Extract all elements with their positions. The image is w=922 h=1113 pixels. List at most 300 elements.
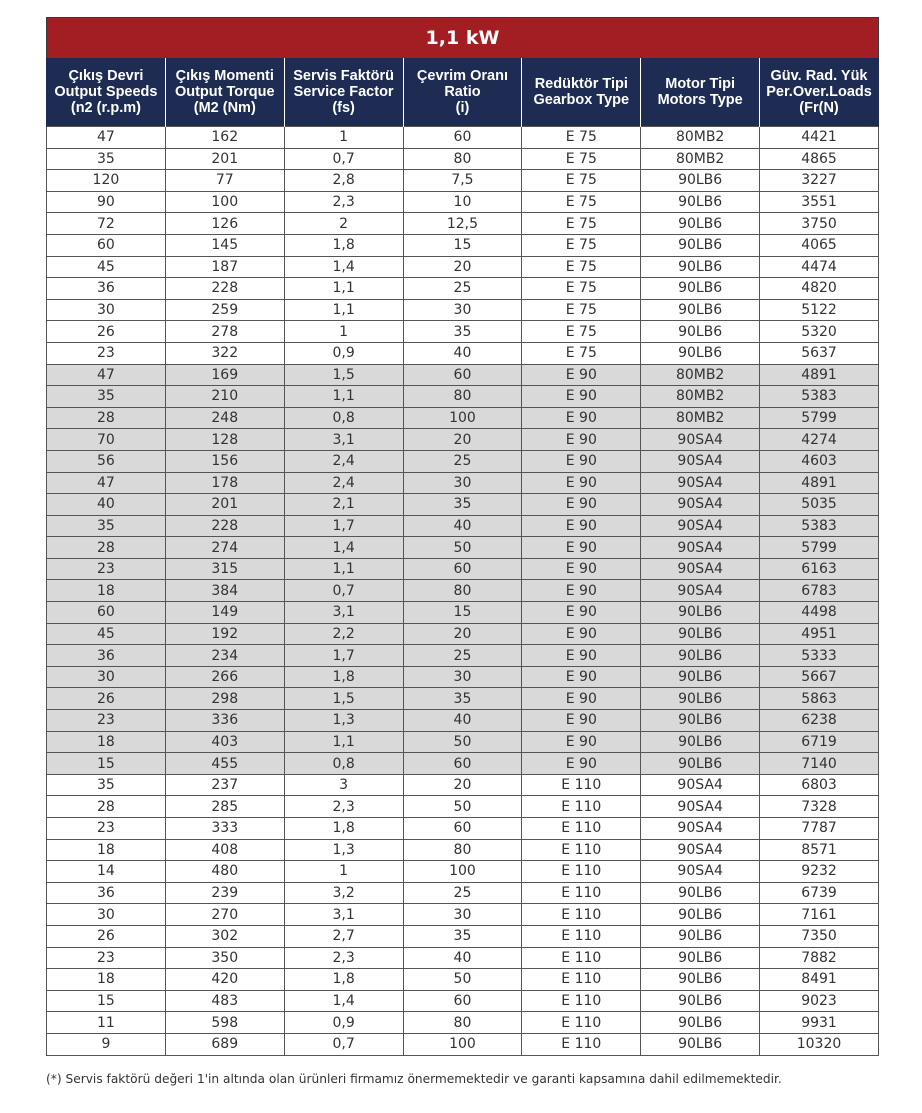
table-cell: 322: [165, 342, 284, 364]
table-cell: 1,1: [284, 731, 403, 753]
table-cell: 274: [165, 537, 284, 559]
column-header: [284, 58, 403, 127]
table-cell: 10320: [760, 1033, 879, 1055]
column-header-english: Per.Over.Loads: [766, 84, 872, 100]
table-cell: 60: [47, 234, 166, 256]
table-cell: 1,1: [284, 299, 403, 321]
table-cell: 408: [165, 839, 284, 861]
table-cell: 90SA4: [641, 796, 760, 818]
table-cell: 4603: [760, 450, 879, 472]
table-cell: 80: [403, 386, 522, 408]
table-cell: 2,7: [284, 925, 403, 947]
table-cell: 8491: [760, 969, 879, 991]
table-cell: 3: [284, 774, 403, 796]
table-cell: 50: [403, 796, 522, 818]
table-cell: E 75: [522, 321, 641, 343]
table-cell: E 90: [522, 645, 641, 667]
table-row: [47, 148, 879, 170]
table-cell: 35: [47, 386, 166, 408]
table-cell: 7328: [760, 796, 879, 818]
table-row: [47, 710, 879, 732]
table-cell: 4820: [760, 278, 879, 300]
table-row: [47, 191, 879, 213]
table-row: [47, 537, 879, 559]
table-cell: 35: [403, 494, 522, 516]
table-cell: 1,3: [284, 710, 403, 732]
table-cell: 23: [47, 947, 166, 969]
table-cell: 1,7: [284, 645, 403, 667]
table-row: [47, 839, 879, 861]
table-cell: 28: [47, 407, 166, 429]
table-cell: 90LB6: [641, 710, 760, 732]
table-cell: 40: [403, 342, 522, 364]
table-row: [47, 861, 879, 883]
column-header-english: Output Torque: [174, 84, 275, 100]
table-cell: 26: [47, 925, 166, 947]
table-cell: 50: [403, 537, 522, 559]
table-cell: 6783: [760, 580, 879, 602]
table-cell: 237: [165, 774, 284, 796]
table-cell: 35: [403, 688, 522, 710]
table-row: [47, 429, 879, 451]
table-cell: 0,9: [284, 1012, 403, 1034]
table-cell: E 90: [522, 580, 641, 602]
table-cell: E 75: [522, 299, 641, 321]
footnote: (*) Servis faktörü değeri 1'in altında olan ürünleri firmamız önermemektedir ve garanti kapsamına dahil edilmemektedir.: [46, 1072, 782, 1086]
table-row: [47, 969, 879, 991]
table-cell: 6719: [760, 731, 879, 753]
column-header: [47, 58, 166, 127]
table-cell: 90SA4: [641, 558, 760, 580]
table-cell: 47: [47, 472, 166, 494]
column-header-symbol: (n2 (r.p.m): [70, 100, 141, 116]
table-cell: 1,1: [284, 278, 403, 300]
table-cell: 162: [165, 127, 284, 149]
table-cell: 80MB2: [641, 148, 760, 170]
table-cell: 25: [403, 882, 522, 904]
table-cell: E 110: [522, 839, 641, 861]
table-cell: 90LB6: [641, 170, 760, 192]
table-cell: 30: [403, 904, 522, 926]
table-cell: 2,4: [284, 450, 403, 472]
table-cell: E 90: [522, 537, 641, 559]
table-cell: 4065: [760, 234, 879, 256]
table-cell: 100: [403, 407, 522, 429]
table-cell: 20: [403, 623, 522, 645]
table-row: [47, 1033, 879, 1055]
column-header: [760, 58, 879, 127]
table-cell: 3,2: [284, 882, 403, 904]
table-cell: 1,4: [284, 990, 403, 1012]
table-cell: 455: [165, 753, 284, 775]
table-row: [47, 321, 879, 343]
table-cell: 4421: [760, 127, 879, 149]
table-cell: 30: [403, 299, 522, 321]
table-row: [47, 450, 879, 472]
table-cell: 47: [47, 127, 166, 149]
table-cell: E 110: [522, 925, 641, 947]
table-cell: 5799: [760, 407, 879, 429]
column-header-turkish: Güv. Rad. Yük: [770, 68, 868, 84]
column-header-english: Ratio: [444, 84, 481, 100]
table-cell: 0,8: [284, 753, 403, 775]
table-cell: 30: [47, 666, 166, 688]
table-cell: 90SA4: [641, 472, 760, 494]
table-cell: 18: [47, 969, 166, 991]
table-cell: 266: [165, 666, 284, 688]
table-cell: 26: [47, 688, 166, 710]
table-row: [47, 688, 879, 710]
table-cell: 90SA4: [641, 774, 760, 796]
table-cell: 201: [165, 148, 284, 170]
table-cell: 4474: [760, 256, 879, 278]
table-cell: 6163: [760, 558, 879, 580]
table-cell: 15: [403, 602, 522, 624]
table-cell: 80: [403, 148, 522, 170]
table-cell: 18: [47, 839, 166, 861]
table-cell: 5320: [760, 321, 879, 343]
table-cell: 4498: [760, 602, 879, 624]
column-header: [403, 58, 522, 127]
table-cell: 10: [403, 191, 522, 213]
table-cell: 1,3: [284, 839, 403, 861]
table-cell: 1,1: [284, 386, 403, 408]
table-cell: 23: [47, 558, 166, 580]
column-header-english: Gearbox Type: [533, 92, 630, 108]
table-cell: 90LB6: [641, 645, 760, 667]
table-cell: 403: [165, 731, 284, 753]
table-cell: E 110: [522, 990, 641, 1012]
table-row: [47, 990, 879, 1012]
table-cell: 90SA4: [641, 537, 760, 559]
table-cell: 156: [165, 450, 284, 472]
table-cell: E 75: [522, 191, 641, 213]
table-cell: 90LB6: [641, 731, 760, 753]
table-cell: 40: [403, 710, 522, 732]
column-header-turkish: Çevrim Oranı: [416, 68, 508, 84]
table-row: [47, 947, 879, 969]
table-cell: 336: [165, 710, 284, 732]
table-cell: 35: [47, 515, 166, 537]
table-cell: 1,4: [284, 537, 403, 559]
table-cell: 36: [47, 645, 166, 667]
table-cell: 1,7: [284, 515, 403, 537]
table-cell: 60: [403, 558, 522, 580]
table-row: [47, 925, 879, 947]
table-cell: 1: [284, 127, 403, 149]
table-cell: 5863: [760, 688, 879, 710]
table-cell: 6803: [760, 774, 879, 796]
table-cell: 30: [403, 472, 522, 494]
table-cell: 18: [47, 731, 166, 753]
table-cell: 384: [165, 580, 284, 602]
table-cell: 3750: [760, 213, 879, 235]
table-row: [47, 666, 879, 688]
table-cell: 30: [47, 299, 166, 321]
table-cell: 9: [47, 1033, 166, 1055]
table-cell: 28: [47, 796, 166, 818]
table-cell: E 90: [522, 494, 641, 516]
table-cell: E 110: [522, 882, 641, 904]
table-row: [47, 234, 879, 256]
table-cell: 259: [165, 299, 284, 321]
table-body: [47, 127, 879, 1056]
table-cell: 9023: [760, 990, 879, 1012]
table-row: [47, 364, 879, 386]
table-cell: 0,7: [284, 580, 403, 602]
table-cell: E 110: [522, 796, 641, 818]
table-cell: 40: [47, 494, 166, 516]
table-cell: 90LB6: [641, 623, 760, 645]
table-cell: 90LB6: [641, 969, 760, 991]
column-header-symbol: (Fr(N): [799, 100, 839, 116]
table-cell: 210: [165, 386, 284, 408]
table-cell: 5383: [760, 515, 879, 537]
table-cell: 1,8: [284, 666, 403, 688]
table-cell: 90LB6: [641, 1012, 760, 1034]
table-cell: 100: [403, 1033, 522, 1055]
table-cell: 2,3: [284, 947, 403, 969]
table-cell: 7140: [760, 753, 879, 775]
table-cell: 178: [165, 472, 284, 494]
table-cell: E 110: [522, 904, 641, 926]
table-row: [47, 753, 879, 775]
table-cell: 169: [165, 364, 284, 386]
table-cell: 90SA4: [641, 450, 760, 472]
table-cell: 7350: [760, 925, 879, 947]
table-cell: 28: [47, 537, 166, 559]
table-cell: 60: [403, 127, 522, 149]
table-cell: 36: [47, 882, 166, 904]
column-header-english: Motors Type: [657, 92, 743, 108]
table-cell: 90LB6: [641, 925, 760, 947]
table-cell: E 110: [522, 1033, 641, 1055]
table-cell: 25: [403, 278, 522, 300]
table-cell: 36: [47, 278, 166, 300]
table-cell: E 90: [522, 710, 641, 732]
table-cell: 90LB6: [641, 666, 760, 688]
table-cell: 60: [403, 990, 522, 1012]
table-cell: 30: [403, 666, 522, 688]
table-cell: 420: [165, 969, 284, 991]
table-cell: 23: [47, 710, 166, 732]
table-cell: 1: [284, 861, 403, 883]
table-cell: E 75: [522, 256, 641, 278]
table-cell: 90LB6: [641, 342, 760, 364]
table-cell: 187: [165, 256, 284, 278]
table-cell: 2,3: [284, 191, 403, 213]
table-cell: 40: [403, 947, 522, 969]
table-cell: 30: [47, 904, 166, 926]
table-cell: 60: [403, 364, 522, 386]
table-cell: E 90: [522, 407, 641, 429]
table-cell: 149: [165, 602, 284, 624]
table-row: [47, 796, 879, 818]
table-cell: 2,2: [284, 623, 403, 645]
table-row: [47, 882, 879, 904]
table-cell: 80MB2: [641, 127, 760, 149]
table-cell: 45: [47, 623, 166, 645]
table-cell: 4891: [760, 364, 879, 386]
table-cell: 278: [165, 321, 284, 343]
table-cell: 80: [403, 580, 522, 602]
table-cell: 70: [47, 429, 166, 451]
table-cell: 90LB6: [641, 299, 760, 321]
table-cell: 50: [403, 731, 522, 753]
table-cell: 90LB6: [641, 321, 760, 343]
table-cell: 35: [403, 321, 522, 343]
table-cell: 5035: [760, 494, 879, 516]
table-cell: E 110: [522, 1012, 641, 1034]
table-cell: 1,1: [284, 558, 403, 580]
column-header: [641, 58, 760, 127]
table-cell: 90SA4: [641, 494, 760, 516]
table-cell: 4951: [760, 623, 879, 645]
table-cell: 56: [47, 450, 166, 472]
table-cell: E 90: [522, 688, 641, 710]
table-cell: 35: [47, 148, 166, 170]
table-cell: 25: [403, 450, 522, 472]
table-cell: 90LB6: [641, 990, 760, 1012]
table-cell: 45: [47, 256, 166, 278]
table-cell: E 90: [522, 558, 641, 580]
table-cell: 90LB6: [641, 753, 760, 775]
table-cell: 90LB6: [641, 904, 760, 926]
table-cell: 5799: [760, 537, 879, 559]
table-cell: 298: [165, 688, 284, 710]
title-row: [47, 18, 879, 59]
table-cell: 2,1: [284, 494, 403, 516]
table-cell: E 110: [522, 861, 641, 883]
table-cell: 60: [403, 753, 522, 775]
table-cell: 90SA4: [641, 818, 760, 840]
table-row: [47, 515, 879, 537]
column-header: [522, 58, 641, 127]
table-cell: 9931: [760, 1012, 879, 1034]
table-cell: 90LB6: [641, 602, 760, 624]
table-cell: 192: [165, 623, 284, 645]
table-cell: 228: [165, 278, 284, 300]
table-cell: 90LB6: [641, 688, 760, 710]
table-row: [47, 623, 879, 645]
table-row: [47, 278, 879, 300]
table-row: [47, 904, 879, 926]
table-cell: E 90: [522, 472, 641, 494]
table-cell: 100: [165, 191, 284, 213]
table-cell: 0,7: [284, 1033, 403, 1055]
table-cell: 15: [47, 990, 166, 1012]
table-cell: E 90: [522, 666, 641, 688]
table-cell: 90LB6: [641, 947, 760, 969]
column-header-row: [47, 58, 879, 127]
table-cell: 60: [47, 602, 166, 624]
table-cell: 128: [165, 429, 284, 451]
table-cell: 201: [165, 494, 284, 516]
table-cell: 5122: [760, 299, 879, 321]
table-cell: 1: [284, 321, 403, 343]
table-row: [47, 407, 879, 429]
table-cell: 5667: [760, 666, 879, 688]
table-cell: 40: [403, 515, 522, 537]
table-cell: 333: [165, 818, 284, 840]
column-header-turkish: Motor Tipi: [665, 76, 736, 92]
table-cell: 5637: [760, 342, 879, 364]
table-cell: E 90: [522, 364, 641, 386]
column-header: [165, 58, 284, 127]
column-header-turkish: Çıkış Momenti: [175, 68, 274, 84]
table-cell: 90LB6: [641, 256, 760, 278]
table-row: [47, 774, 879, 796]
table-cell: 14: [47, 861, 166, 883]
table-cell: 3,1: [284, 429, 403, 451]
table-cell: 3227: [760, 170, 879, 192]
column-header-symbol: (fs): [332, 100, 355, 116]
table-cell: 23: [47, 342, 166, 364]
table-cell: 0,8: [284, 407, 403, 429]
table-cell: 35: [403, 925, 522, 947]
table-cell: E 75: [522, 278, 641, 300]
column-header-turkish: Servis Faktörü: [293, 68, 394, 84]
table-cell: 350: [165, 947, 284, 969]
table-cell: 100: [403, 861, 522, 883]
table-cell: 18: [47, 580, 166, 602]
table-cell: 7882: [760, 947, 879, 969]
spec-table: [46, 17, 879, 1056]
table-cell: 80MB2: [641, 386, 760, 408]
table-cell: 145: [165, 234, 284, 256]
table-cell: 4274: [760, 429, 879, 451]
column-header-symbol: (i): [455, 100, 470, 116]
column-header-symbol: (M2 (Nm): [193, 100, 256, 116]
table-cell: 77: [165, 170, 284, 192]
table-cell: 1,5: [284, 364, 403, 386]
table-cell: 35: [47, 774, 166, 796]
column-header-turkish: Çıkış Devri: [68, 68, 144, 84]
table-cell: E 75: [522, 234, 641, 256]
table-cell: 90SA4: [641, 861, 760, 883]
table-cell: 20: [403, 429, 522, 451]
table-cell: 15: [403, 234, 522, 256]
table-cell: 7,5: [403, 170, 522, 192]
table-cell: E 75: [522, 148, 641, 170]
table-row: [47, 170, 879, 192]
table-cell: 7161: [760, 904, 879, 926]
table-cell: 90LB6: [641, 213, 760, 235]
table-cell: 80MB2: [641, 407, 760, 429]
table-cell: 3,1: [284, 904, 403, 926]
table-cell: 1,4: [284, 256, 403, 278]
table-cell: 90SA4: [641, 429, 760, 451]
table-cell: 126: [165, 213, 284, 235]
table-row: [47, 386, 879, 408]
table-cell: 2,4: [284, 472, 403, 494]
table-row: [47, 1012, 879, 1034]
table-cell: 80MB2: [641, 364, 760, 386]
table-cell: 1,8: [284, 818, 403, 840]
table-cell: 0,7: [284, 148, 403, 170]
table-cell: 2: [284, 213, 403, 235]
table-cell: 7787: [760, 818, 879, 840]
table-row: [47, 342, 879, 364]
table-cell: 25: [403, 645, 522, 667]
table-cell: 270: [165, 904, 284, 926]
table-cell: 2,3: [284, 796, 403, 818]
table-cell: 6238: [760, 710, 879, 732]
table-cell: 483: [165, 990, 284, 1012]
table-cell: E 75: [522, 127, 641, 149]
table-cell: 72: [47, 213, 166, 235]
table-cell: 1,8: [284, 969, 403, 991]
